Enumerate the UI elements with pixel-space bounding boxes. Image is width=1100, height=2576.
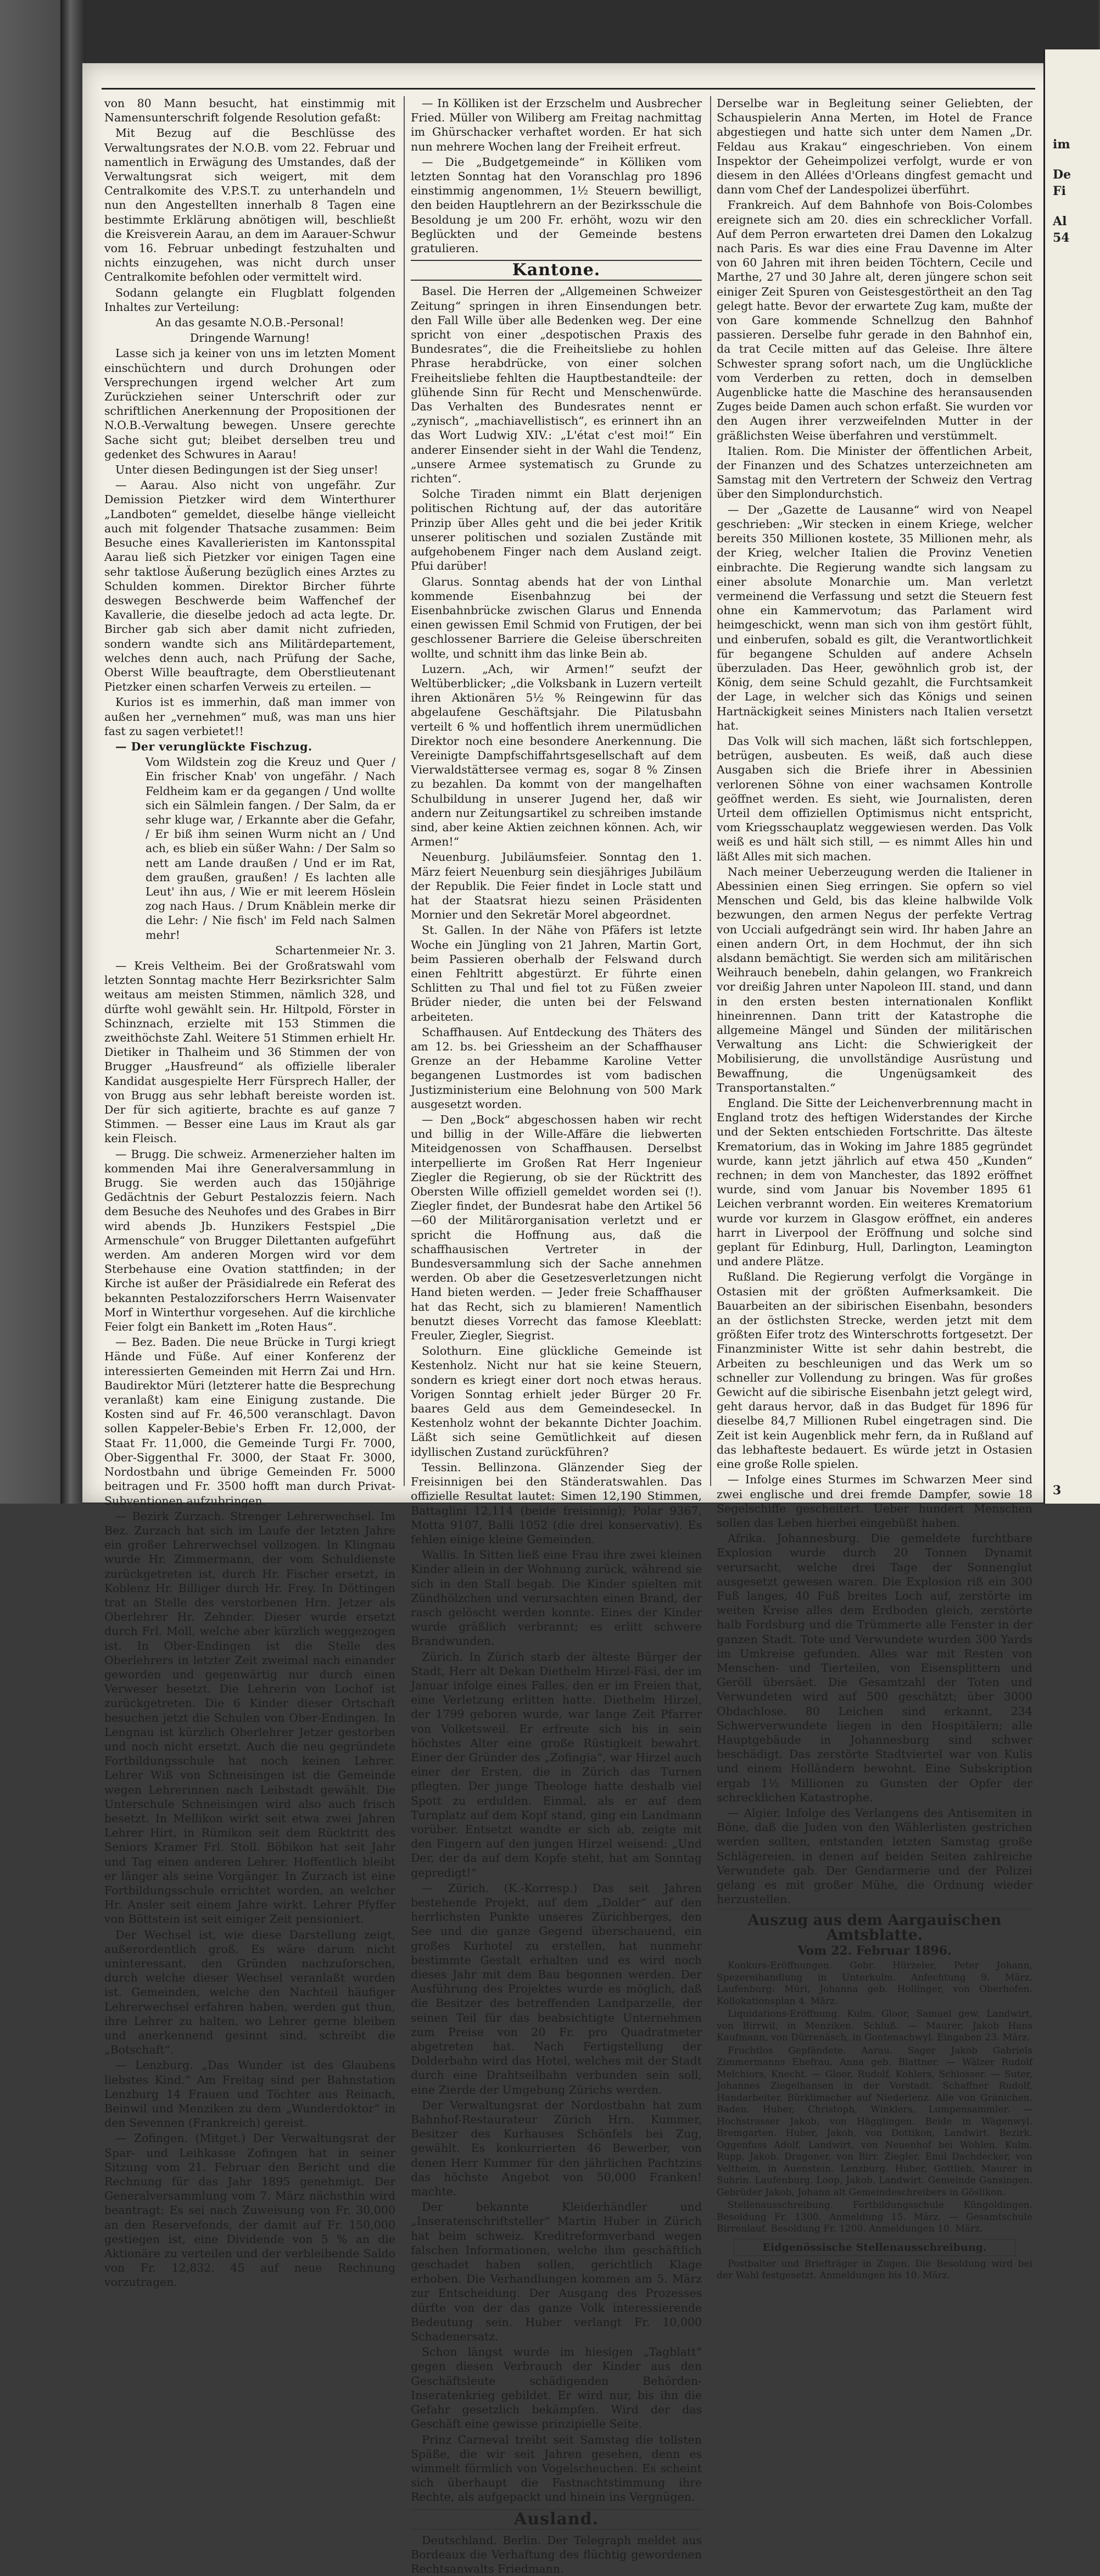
- article-paragraph: Sodann gelangte ein Flugblatt folgenden Inhaltes zur Verteilung:: [104, 286, 395, 314]
- flyer-subheading: Dringende Warnung!: [189, 331, 310, 345]
- adjacent-page-edge: [1043, 49, 1100, 1504]
- edge-fragment: De: [1053, 168, 1071, 182]
- official-notice-heading: Auszug aus dem Aargauischen Amtsblatte.: [717, 1909, 1032, 1942]
- section-heading-ausland: Ausland.: [411, 2509, 702, 2530]
- article-paragraph: — Bez. Baden. Die neue Brücke in Turgi kriegt Hände und Füße. Auf einer Konferenz der interessierten Gemeinden mit Herrn Zai und Hrn. Baudirektor Müri (letzterer hatte die Besprechung veranlaßt) kam eine Einigung zustande. Die Kosten sind auf Fr. 46,500 veranschlagt. Davon sollen Kappeler-Bebie's Erben Fr. 12,000, der Staat Fr. 11,000, die Gemeinde Turgi Fr. 7000, Ober-Siggenthal Fr. 3000, der Staat Fr. 3000, Nordostbahn und übrige Gemeinden Fr. 5000 beitragen und Fr. 3500 hofft man durch Privat-Subventionen aufzubringen.: [104, 1336, 395, 1507]
- article-paragraph: Prinz Carneval treibt seit Samstag die tollsten Späße, die wir seit Jahren gesehen, denn es wimmelt förmlich von Vogelscheuchen. Es scheint sich überhaupt die Fastnachtstimmung ihre Rechte, als aufgepackt und hinein ins Vergnügen.: [411, 2433, 702, 2504]
- article-paragraph: Deutschland. Berlin. Der Telegraph meldet aus Bordeaux die Verhaftung des flüchtig gewordenen Rechtsanwalts Friedmann.: [411, 2533, 702, 2576]
- federal-job-notice-text: Postbalter und Briefträger in Zugen. Die Besoldung wird bei der Wahl festgesetzt. Anmeldungen bis 10. März.: [717, 2258, 1032, 2282]
- column-divider: [404, 96, 405, 1486]
- flyer-heading: An das gesamte N.O.B.-Personal!: [155, 316, 344, 330]
- column-1: [104, 96, 395, 2289]
- article-paragraph: Solothurn. Eine glückliche Gemeinde ist Kestenholz. Nicht nur hat sie keine Steuern, sondern es kriegt einer dort noch etwas heraus. Vorigen Sonntag erhielt jeder Bürger 20 Fr. baares Geld aus dem Gemeindeseckel. In Kestenholz wohnt der bekannte Dichter Joachim. Läßt sich seine Gemütlichkeit auf diesen idyllischen Zustand zurückführen?: [411, 1344, 702, 1459]
- article-paragraph: St. Gallen. In der Nähe von Pfäfers ist letzte Woche ein Jüngling von 21 Jahren, Martin Gort, beim Passieren oberhalb der Felswand durch einen Fehltritt abgestürzt. Er führte einen Schlitten zu Thal und fiel tot zu Füßen zweier Brüder nieder, die unten bei der Felswand arbeiteten.: [411, 923, 702, 1023]
- poem-title: — Der verunglückte Fischzug.: [115, 739, 312, 753]
- article-paragraph: Neuenburg. Jubiläumsfeier. Sonntag den 1. März feiert Neuenburg sein diesjähriges Jubiläum der Republik. Die Feier findet in Locle statt und hat der Staatsrat hiezu seinen Präsidenten Mornier und den Sekretär Morel abgeordnet.: [411, 850, 702, 922]
- article-paragraph: Italien. Rom. Die Minister der öffentlichen Arbeit, der Finanzen und des Schatzes unterzeichneten am Samstag mit den Vertretern der Schweiz den Vertrag über den Simplondurchstich.: [717, 444, 1032, 501]
- article-paragraph: Schaffhausen. Auf Entdeckung des Thäters des am 12. bs. bei Griessheim an der Schaffhauser Grenze an der Hebamme Karoline Vetter begangenen Lustmordes ist vom badischen Justizministerium eine Belohnung von 500 Mark ausgesetzt worden.: [411, 1025, 702, 1111]
- article-paragraph: — Kreis Veltheim. Bei der Großratswahl vom letzten Sonntag machte Herr Bezirksrichter Salm weitaus am meisten Stimmen, nämlich 328, und dürfte wohl gewählt sein. Hr. Hiltpold, Förster in Schinznach, erzielte mit 153 Stimmen die zweithöchste Zahl. Weitere 51 Stimmen erhielt Hr. Dietiker in Thalheim und 36 Stimmen der von Brugger „Hausfreund“ als offizielle liberaler Kandidat ausgespielte Herr Fürsprech Haller, der von Brugg aus sehr lebhaft bereiste worden ist. Der für sich agitierte, brachte es auf ganze 7 Stimmen. — Besser eine Laus im Kraut als gar kein Fleisch.: [104, 959, 395, 1145]
- official-notice-date: Vom 22. Februar 1896.: [797, 1943, 952, 1958]
- edge-fragment: im: [1053, 137, 1070, 152]
- article-paragraph: Tessin. Bellinzona. Glänzender Sieg der Freisinnigen bei den Ständeratswahlen. Das offizielle Resultat lautet: Simen 12,190 Stimmen, Battaglini 12,114 (beide freisinnig); Polar 9367, Motta 9107, Balli 1052 (die drei konservativ). Es fehlen einige kleine Gemeinden.: [411, 1460, 702, 1546]
- article-paragraph: Derselbe war in Begleitung seiner Geliebten, der Schauspielerin Anna Merten, im Hotel de France abgestiegen und hatte sich unter dem Namen „Dr. Feldau aus Krakau“ eingeschrieben. Von einem Inspektor der Geheimpolizei verfolgt, wurde er von diesem in den Allées d'Orleans dingfest gemacht und dann vom Chef der Landespolizei überführt.: [717, 97, 1032, 197]
- article-paragraph: Unter diesen Bedingungen ist der Sieg unser!: [115, 463, 378, 477]
- article-paragraph: Glarus. Sonntag abends hat der von Linthal kommende Eisenbahnzug bei der Eisenbahnbrücke zwischen Glarus und Ennenda einen gewissen Emil Schmid von Frutigen, der bei geschlossener Barriere die Geleise überschreiten wollte, und schnitt ihm das linke Bein ab.: [411, 575, 702, 660]
- article-paragraph: — Zürich. (K.-Korresp.) Das seit Jahren bestehende Projekt, auf dem „Dolder“ auf den herrlichsten Punkte unseres Zürichberges, den See und die ganze Gegend überschauend, ein großes Kurhotel zu erstellen, hat nunmehr bestimmte Gestalt erhalten und es wird noch dieses Jahr mit dem Bau begonnen werden. Der Ausführung des Projektes wurde es möglich, daß die Besitzer des betreffenden Landparzelle, der seinen Teil für das beabsichtigte Unternehmen zum Preise von 20 Fr. pro Quadratmeter abgetreten hat. Nach Fertigstellung der Dolderbahn wird das Hotel, welches mit der Stadt durch eine Drahtseilbahn verbunden sein soll, eine Zierde der Umgebung Zürichs werden.: [411, 1881, 702, 2096]
- article-paragraph: Schon längst wurde im hiesigen „Tagblatt“ gegen diesen Verbrauch der Kinder aus den Geschäftsleute schädigenden Behörden-Inseratenkrieg gebildet. Er wird nur, bis ihn die Gefahr gesetzlich bekämpfen. Wird der das Geschäft eine gewisse prinzipielle Seite.: [411, 2345, 702, 2431]
- article-paragraph: — Den „Bock“ abgeschossen haben wir recht und billig in der Wille-Affäre die liebwerten Miteidgenossen von Schaffhausen. Derselbst interpellierte im Großen Rat Herr Ingenieur Ziegler die Regierung, ob sie der Rücktritt des Obersten Wille offiziell gemeldet worden sei (!). Ziegler findet, der Bundesrat habe den Artikel 56—60 der Militärorganisation verletzt und er spricht die Hoffnung aus, daß die schaffhausischen Vertreter in der Bundesversammlung sich der Sache annehmen werden. Ob aber die Gesetzesverletzungen nicht Hand bieten werden. — Jeder freie Schaffhauser hat das Recht, sich zu blamieren! Namentlich benutzt dieses Vorrecht das famose Kleeblatt: Freuler, Ziegler, Siegrist.: [411, 1113, 702, 1343]
- article-paragraph: Lasse sich ja keiner von uns im letzten Moment einschüchtern und durch Drohungen oder Versprechungen irgend welcher Art zum Zurückziehen seiner Unterschrift oder zur schriftlichen Anerkennung der Propositionen der N.O.B.-Verwaltung bewegen. Unsere gerechte Sache sicht gut; bleibet derselben treu und gedenket des Schwures in Aarau!: [104, 347, 395, 461]
- article-paragraph: Nach meiner Ueberzeugung werden die Italiener in Abessinien einen Sieg erringen. Sie opfern so viel Menschen und Geld, bis das kleine halbwilde Volk bezwungen, den armen Negus der perfekte Vertrag von Ucciali aufgedrängt sein wird. Ihr haben Jahre an einen andern Ort, in dem Hochmut, der ihn sich alsdann bemächtigt. Sie werden sich am militärischen Weihrauch benebeln, dahin gelangen, wo Frankreich vor dreißig Jahren unter Napoleon III. stand, und dann in den ersten besten internationalen Konflikt hineinrennen. Dann tritt der Katastrophe die allgemeine Mängel und Sünden der militärischen Verwaltung ans Licht: die Schwierigkeit der Mobilisierung, die unvollständige Ausrüstung und Bewaffnung, die Ungenügsamkeit des Transportanstalten.“: [717, 865, 1032, 1094]
- article-paragraph: Luzern. „Ach, wir Armen!“ seufzt der Weltüberblicker; „die Volksbank in Luzern verteilt ihren Aktionären 5½ % Reingewinn für das abgelaufene Geschäftsjahr. Die Pilatusbahn verteilt 6 % und hoffentlich ihrem unermüdlichen Direktor noch eine besondere Anerkennung. Die Vereinigte Dampfschiffahrtsgesellschaft auf dem Vierwaldstättersee vermag es, sogar 8 % Zinsen zu bezahlen. Da kommt von der mangelhaften Schulbildung in unserer Jugend her, daß wir andern nur Zeitungsartikel zu schreiben imstande sind, aber keine Aktien zeichnen können. Ach, wir Armen!“: [411, 662, 702, 849]
- poem-text: Vom Wildstein zog die Kreuz und Quer / Ein frischer Knab' von ungefähr. / Nach Feldheim kam er da gegangen / Und wollte sich ein Sälmlein fangen. / Der Salm, da er sehr kluge war, / Erkannte aber die Gefahr, / Er biß ihm seinen Wurm nicht an / Und ach, es blieb ein süßer Wahn: / Der Salm so nett am Lande draußen / Und er im Rat, dem graußen, graußen! / Es lachten alle Leut' ihn aus, / Wie er mit leerem Höslein zog nach Haus. / Drum Knäblein merke dir die Lehr: / Nie fisch' im Feld nach Salmen mehr!: [146, 755, 395, 942]
- header-rule: [102, 88, 1035, 90]
- article-paragraph: — In Kölliken ist der Erzschelm und Ausbrecher Fried. Müller von Wiliberg am Freitag nachmittag im Ghürschacker verhaftet worden. Er hat sich nun mehrere Wochen lang der Freiheit erfreut.: [411, 97, 702, 153]
- federal-job-notice-heading: Eidgenössische Stellenausschreibung.: [733, 2239, 1016, 2256]
- book-binding: [60, 0, 85, 1504]
- article-paragraph: Zürich. In Zürich starb der älteste Bürger der Stadt, Herr alt Dekan Diethelm Hirzel-Fäsi, der im Januar infolge eines Falles, den er im Freien that, eine Verletzung erlitten hatte. Diethelm Hirzel, der 1799 geboren wurde, war lange Zeit Pfarrer von Volketsweil. Er erfreute sich bis in sein höchstes Alter eine große Rüstigkeit bewahrt. Einer der Gründer des „Zofingia“, war Hirzel auch einer der Ersten, die in Zürich das Turnen pflegten. Der junge Theologe hatte deshalb viel Spott zu erdulden. Einmal, als er auf dem Turnplatz auf dem Kopf stand, ging ein Landmann vorüber. Entsetzt wandte er sich ab, zeigte mit den Fingern auf den jungen Hirzel weisend: „Und Der, der da auf dem Kopfe steht, hat am Sonntag gepredigt!“: [411, 1650, 702, 1879]
- article-paragraph: — Infolge eines Sturmes im Schwarzen Meer sind zwei englische und drei fremde Dampfer, sowie 18 Segelschiffe gescheitert. Ueber hundert Menschen sollen das Leben hierbei eingebüßt haben.: [717, 1473, 1032, 1529]
- notice-paragraph: Konkurs-Eröffnungen. Gebr. Hürzeler, Peter Johann, Spezereihandlung in Unterkulm. Anfechtung 9. März. Laufenburg: Müri, Johanna geb. Hollinger, von Oberhofen. Kollokationsplan 4. März.: [717, 1960, 1032, 2007]
- section-heading-kantone: Kantone.: [411, 260, 702, 281]
- article-paragraph: — Bezirk Zurzach. Strenger Lehrerwechsel. Im Bez. Zurzach hat sich im Laufe der letzten Jahre ein großer Lehrerwechsel vollzogen. In Klingnau wurde Hr. Zimmermann, der vom Schuldienste zurückgetreten ist, durch Hr. Fischer ersetzt, in Koblenz Hr. Billiger durch Hr. Frey. In Döttingen trat an Stelle des verstorbenen Hrn. Jetzer als Oberlehrer Hr. Zehnder. Dieser wurde ersetzt durch Frl. Moll, welche aber kürzlich weggezogen ist. In Ober-Endingen ist die Stelle des Oberlehrers in letzter Zeit zweimal nach einander geworden und gegenwärtig nur durch einen Verweser besetzt. Die Lehrerin von Lochof ist zurückgetreten. Die 6 Kinder dieser Ortschaft besuchen jetzt die Schulen von Ober-Endingen. In Lengnau ist kürzlich Oberlehrer Jetzer gestorben und noch nicht ersetzt. Auch die neu gegründete Fortbildungsschule hat noch keinen Lehrer. Lehrer Wiß von Schneisingen ist die Gemeinde wegen Lehrerinnen nach Leibstadt gewählt. Die Unterschule Schneisingen wird also auch frisch besetzt. In Mellikon wirkt seit etwa zwei Jahren Lehrer Hirt, in Rümikon seit dem Rücktritt des Seniors Kramer Frl. Stoll. Böbikon hat seit Jahr und Tag einen anderen Lehrer. Hoffentlich bleibt er länger als seine Vorgänger. In Zurzach ist eine Fortbildungsschule errichtet worden, an welcher Hr. Ansler seit einem Jahre wirkt. Lehrer Pfyffer von Böttstein ist seit einiger Zeit pensioniert.: [104, 1509, 395, 1926]
- column-2: [411, 96, 702, 2576]
- article-paragraph: von 80 Mann besucht, hat einstimmig mit Namensunterschrift folgende Resolution gefaßt:: [104, 97, 395, 125]
- article-paragraph: — Brugg. Die schweiz. Armenerzieher halten im kommenden Mai ihre Generalversammlung in Brugg. Sie werden auch das 150jährige Gedächtnis der Geburt Pestalozzis feiern. Nach dem Besuche des Neuhofes und des Grabes in Birr wird abends Jb. Hunzikers Festspiel „Die Armenschule“ von Brugger Dilettanten aufgeführt werden. Am anderen Morgen wird vor dem Sterbehause eine Ovation stattfinden; in der Kirche ist außer der Präsidialrede ein Referat des bekannten Pestalozziforschers Herrn Waisenvater Morf in Winterthur vorgesehen. Auf die kirchliche Feier folgt ein Bankett im „Roten Haus“.: [104, 1147, 395, 1334]
- poem-signature: Schartenmeier Nr. 3.: [275, 943, 395, 957]
- edge-fragment: Fi: [1053, 184, 1066, 198]
- article-paragraph: Kurios ist es immerhin, daß man immer von außen her „vernehmen“ muß, was man uns hier fast zu sagen verbietet!!: [104, 696, 395, 738]
- left-scan-margin: [0, 0, 60, 1504]
- article-paragraph: — Lenzburg. „Das Wunder ist des Glaubens liebstes Kind.“ Am Freitag sind per Bahnstation Lenzburg 14 Frauen und Töchter aus Reinach, Beinwil und Menziken zu dem „Wunderdoktor“ in den Sevennen (Frankreich) gereist.: [104, 2058, 395, 2130]
- article-paragraph: Mit Bezug auf die Beschlüsse des Verwaltungsrates der N.O.B. vom 22. Februar und namentlich in Erwägung des Umstandes, daß der Verwaltungsrat sich weigert, mit dem Centralkomite des V.P.S.T. zu unterhandeln und nun den Angestellten innerhalb 8 Tagen eine bestimmte Erklärung abnötigen will, beschließt die Kreisverein Aarau, an dem im Aarauer-Schwur vom 16. Februar unbedingt festzuhalten und nichts einzugehen, was nicht durch unser Centralkomite befohlen oder vermittelt wird.: [104, 126, 395, 284]
- edge-fragment: 3: [1053, 1483, 1062, 1498]
- article-paragraph: Solche Tiraden nimmt ein Blatt derjenigen politischen Richtung auf, der das autoritäre Prinzip über Alles geht und die bei jeder Kritik unserer politischen und sozialen Zustände mit aufgehobenem Finger nach dem Ausland zeigt. Pfui darüber!: [411, 487, 702, 573]
- article-paragraph: Frankreich. Auf dem Bahnhofe von Bois-Colombes ereignete sich am 20. dies ein schrecklicher Vorfall. Auf dem Perron erwarteten drei Damen den Lokalzug nach Paris. Es war dies eine Frau Davenne im Alter von 60 Jahren mit ihren beiden Töchtern, Cecile und Marthe, 27 und 30 Jahre alt, deren jüngere schon seit einiger Zeit Spuren von Geistesgestörtheit an den Tag gelegt hatte. Bevor der erwartete Zug kam, mußte der von Gare kommende Schnellzug den Bahnhof passieren. Derselbe fuhr gerade in den Bahnhof ein, da trat Cecile mitten auf das Geleise. Ihre ältere Schwester sprang sofort nach, um die Unglückliche vom Verderben zu retten, doch in demselben Augenblicke hatte die Maschine des heransausenden Zuges beide Damen auch schon erfaßt. Sie wurden vor den Augen ihrer verzweifelnden Mutter in der gräßlichsten Weise überfahren und verstümmelt.: [717, 198, 1032, 442]
- article-paragraph: — Aarau. Also nicht von ungefähr. Zur Demission Pietzker wird dem Winterthurer „Landboten“ gemeldet, dieselbe hänge vielleicht auch mit folgender Thatsache zusammen: Beim Besuche eines Kavallerieristen im Kantonsspital Aarau ließ sich Pietzker vor einigen Tagen eine sehr taktlose Äußerung bezüglich eines Arztes zu Schulden kommen. Direktor Bircher führte deswegen Beschwerde beim Waffenchef der Kavallerie, die dieselbe jedoch ad acta legte. Dr. Bircher gab sich aber damit nicht zufrieden, sondern wandte sich ans Militärdepartement, welches denn auch, nach Prüfung der Sache, Oberst Wille beauftragte, dem Oberstlieutenant Pietzker einen scharfen Verweis zu erteilen. —: [104, 479, 395, 694]
- column-3: [717, 96, 1032, 2282]
- article-paragraph: — Algier. Infolge des Verlangens des Antisemiten in Böne, daß die Juden von den Wählerlisten gestrichen werden sollten, entstanden letzten Samstag große Schlägereien, in denen auf beiden Seiten zahlreiche Verwundete gab. Der Gendarmerie und der Polizei gelang es mit großer Mühe, die Ordnung wieder herzustellen.: [717, 1806, 1032, 1906]
- article-paragraph: Basel. Die Herren der „Allgemeinen Schweizer Zeitung“ springen in ihren Einsendungen betr. den Fall Wille über alle Bedenken weg. Der eine spricht von einer „despotischen Praxis des Bundesrates“, die die Freiheitsliebe zu hohlen Phrase herabdrücke, von einer solchen Freiheitsliebe fehlten die Hauptbestandteile: der glühende Sinn für Recht und Menschenwürde. Das Verhalten des Bundesrates nennt er „zynisch“, „machiavellistisch“, es erinnert ihn an das Wort Ludwig XIV.: „L'état c'est moi!“ Ein anderer Einsender sieht in der Wahl die Tendenz, „unsere Armee systematisch zu Grunde zu richten“.: [411, 285, 702, 486]
- article-paragraph: — Zofingen. (Mitget.) Der Verwaltungsrat der Spar- und Leihkasse Zofingen hat in seiner Sitzung vom 21. Februar den Bericht und die Rechnung für das Jahr 1895 genehmigt. Der Generalversammlung vom 7. März nächsthin wird beantragt: Es sei nach Zuweisung von Fr. 30,000 an den Reservefonds, der damit auf Fr. 150,000 gestiegen ist, eine Dividende von 5 % an die Aktionäre zu verteilen und der verbleibende Saldo von Fr. 12,832. 45 auf neue Rechnung vorzutragen.: [104, 2132, 395, 2289]
- article-paragraph: — Die „Budgetgemeinde“ in Kölliken vom letzten Sonntag hat den Voranschlag pro 1896 einstimmig angenommen, 1½ Steuern bewilligt, den beiden Hauptlehrern an der Bezirksschule die Besoldung je um 200 Fr. erhöht, wozu wir den Beglückten und der Gemeinde bestens gratulieren.: [411, 155, 702, 255]
- article-paragraph: England. Die Sitte der Leichenverbrennung macht in England trotz des heftigen Widerstandes der Kirche und der Sekten entschieden Fortschritte. Das älteste Krematorium, das in Woking im Jahre 1885 gegründet wurde, kann jetzt jährlich auf etwa 450 „Kunden“ rechnen; in dem von Manchester, das 1892 eröffnet wurde, sind vom Januar bis November 1895 61 Leichen verbrannt worden. Ein weiteres Krematorium wurde vor kurzem in Glasgow eröffnet, ein anderes harrt in Liverpool der Eröffnung und solche sind geplant für Edinburg, Hull, Darlington, Leamington und andere Plätze.: [717, 1097, 1032, 1268]
- notice-paragraph: Fruchtlos Gepfändete. Aarau. Sager Jakob Gabriels Zimmermanns Ehefrau, Anna geb. Blattner. — Wälzer Rudolf Melchiors, Knecht. — Gloor, Rudolf, Kohlers, Schlosser. — Suter, Johannes Ziegelhansen in der Vorstadt. Schaffner Rudolf, Handarbeiter. Bürklimacher auf Niederlenz. Alle von Gränichen. Baden. Huber, Christoph, Winklers, Lumpensammler. — Hochstrasser Jakob, von Hägglingen. Beide in Wägenwyl. Bremgarten. Huber, Jakob, von Dottikon, Landwirt. Bezirk. Oggenfuss Adolf, Landwirt, von Neuenhof bei Wohlen. Kulm. Rupp, Jakob, Dragoner, von Birr. Ziegler, Emil Dachdecker, von Veltheim, in Auenstein. Lenzburg. Huber, Gottlieb, Maurer in Suhrin. Laufenburg. Loop, Jakob, Landwirt. Gemeinde Gansingen. Gebrüder Jakob, Johann alt Gemeindeschreibers in Göslikon.: [717, 2045, 1032, 2198]
- article-paragraph: Rußland. Die Regierung verfolgt die Vorgänge in Ostasien mit der größten Aufmerksamkeit. Die Bauarbeiten an der sibirischen Eisenbahn, besonders an der östlichsten Strecke, werden jetzt mit dem größten Eifer trotz des Winterschrotts fortgesetzt. Der Finanzminister Witte ist sehr dahin bestrebt, die Arbeiten zu beschleunigen und das Werk um so schneller zur Vollendung zu bringen. Was für großes Gewicht auf die sibirische Eisenbahn jetzt gelegt wird, geht daraus hervor, daß in das Budget für 1896 für dieselbe 84,7 Millionen Rubel eingetragen sind. Die Zeit ist kein Augenblick mehr fern, da in Rußland auf das lebhafteste bedauert. Es würde jetzt in Ostasien eine große Rolle spielen.: [717, 1270, 1032, 1471]
- edge-fragment: 54: [1053, 231, 1070, 245]
- notice-paragraph: Stellenausschreibung. Fortbildungsschule Küngoldingen. Besoldung Fr. 1300. Anmeldung 15. März. — Gesamtschule Birrenlauf. Besoldung Fr. 1200. Anmeldungen 10. März.: [717, 2200, 1032, 2234]
- article-paragraph: Afrika. Johannesburg. Die gemeldete furchtbare Explosion wurde durch 20 Tonnen Dynamit verursacht, welche drei Tage der Sonnenglut ausgesetzt gewesen waren. Die Explosion riß ein 300 Fuß langes, 40 Fuß breites Loch auf, zerstörte im weiten Kreise alles dem Erdboden gleich, zerstörte halb Fordsburg und die Trümmerte alle Fenster in der ganzen Stadt. Tote und Verwundete wurden 300 Yards im Umkreise gefunden. Alles war mit Resten von Menschen- und Tierteilen, von Eisensplittern und Geröll übersäet. Die Gesamtzahl der Toten und Verwundeten wird auf 500 geschätzt; über 3000 Obdachlose. 80 Leichen sind erkannt, 234 Schwerverwundete liegen in den Hospitälern; alle Hauptgebäude in Johannesburg sind schwer beschädigt. Das zerstörte Stadtviertel war von Kulis und einem Holländern bewohnt. Eine Subskription ergab 1½ Millionen zu Gunsten der Opfer der schrecklichen Katastrophe.: [717, 1532, 1032, 1804]
- article-paragraph: Wallis. In Sitten ließ eine Frau ihre zwei kleinen Kinder allein in der Wohnung zurück, während sie sich in den Stall begab. Die Kinder spielten mit Zündhölzchen und verursachten einen Brand, der rasch gelöscht werden konnte. Eines der Kinder wurde gräßlich verbrannt; es erlitt schwere Brandwunden.: [411, 1548, 702, 1648]
- article-paragraph: Das Volk will sich machen, läßt sich fortschleppen, betrügen, ausbeuten. Es weiß, daß auch diese Ausgaben sich die Briefe ihrer in Abessinien verlorenen Söhne von einer wachsamen Kontrolle geöffnet werden. Es sieht, wie Journalisten, deren Urteil dem offiziellen Optimismus nicht entspricht, vom Kriegsschauplatz weggewiesen werden. Das Volk weiß es und hält sich still, — es nimmt Alles hin und läßt Alles mit sich machen.: [717, 734, 1032, 863]
- article-paragraph: Der Wechsel ist, wie diese Darstellung zeigt, außerordentlich groß. Es wäre darum nicht uninteressant, den Gründen nachzuforschen, durch welche dieser Wechsel veranlaßt worden ist. Gemeinden, welche den Nachteil häufiger Lehrerwechsel erfahren haben, werden gut thun, ihre Lehrer zu halten, wo Lehrer gerne bleiben und anerkennend gesinnt sind, schreibt die „Botschaft“.: [104, 1928, 395, 2057]
- article-paragraph: Der bekannte Kleiderhändler und „Inseratenschriftsteller“ Martin Huber in Zürich hat beim schweiz. Kreditreformverband wegen falschen Informationen, welche ihm geschäftlich geschadet haben sollen, gerichtlich Klage erhoben. Die Verhandlungen kommen am 5. März zur Entscheidung. Der Ausgang des Prozesses dürfte von der das ganze Volk interessierende Bedeutung sein. Huber verlangt Fr. 10,000 Schadenersatz.: [411, 2200, 702, 2344]
- article-paragraph: Der Verwaltungsrat der Nordostbahn hat zum Bahnhof-Restaurateur Zürich Hrn. Kummer, Besitzer des Kurhauses Schönfels bei Zug, gewählt. Es konkurrierten 46 Bewerber, von denen Herr Kummer für den jährlichen Pachtzins das höchste Angebot von 50,000 Franken! machte.: [411, 2098, 702, 2199]
- notice-paragraph: Liquidations-Eröffnung. Kulm. Gloor, Samuel gew. Landwirt, von Birrwil, in Menziken. Schluß. — Maurer, Jakob Hans Kaufmann, von Dürrenäsch, in Gontenschwyl. Eingaben 23. März.: [717, 2008, 1032, 2043]
- article-paragraph: — Der „Gazette de Lausanne“ wird von Neapel geschrieben: „Wir stecken in einem Kriege, welcher bereits 350 Millionen kostete, 35 Millionen mehr, als der Krieg, welcher Italien die Provinz Venetien einbrachte. Die Regierung wandte sich langsam zu einer absolute Monarchie um. Man verletzt vermeinend die Verfassung und setzt die Steuern fest ohne ein Kammervotum; das Parlament wird heimgeschickt, wenn man sich von ihm gestört fühlt, und einberufen, sobald es gilt, die Verantwortlichkeit für begangene Schulden auf andere Achseln überzuladen. Das Heer, gewöhnlich grob ist, der König, dem seine Schuld gezahlt, die Furchtsamkeit der Lage, in welcher sich das Königs und seinen Hartnäckigkeit seines Ministers nach Italien versetzt hat.: [717, 503, 1032, 732]
- column-divider: [710, 96, 711, 1486]
- edge-fragment: Al: [1053, 214, 1067, 229]
